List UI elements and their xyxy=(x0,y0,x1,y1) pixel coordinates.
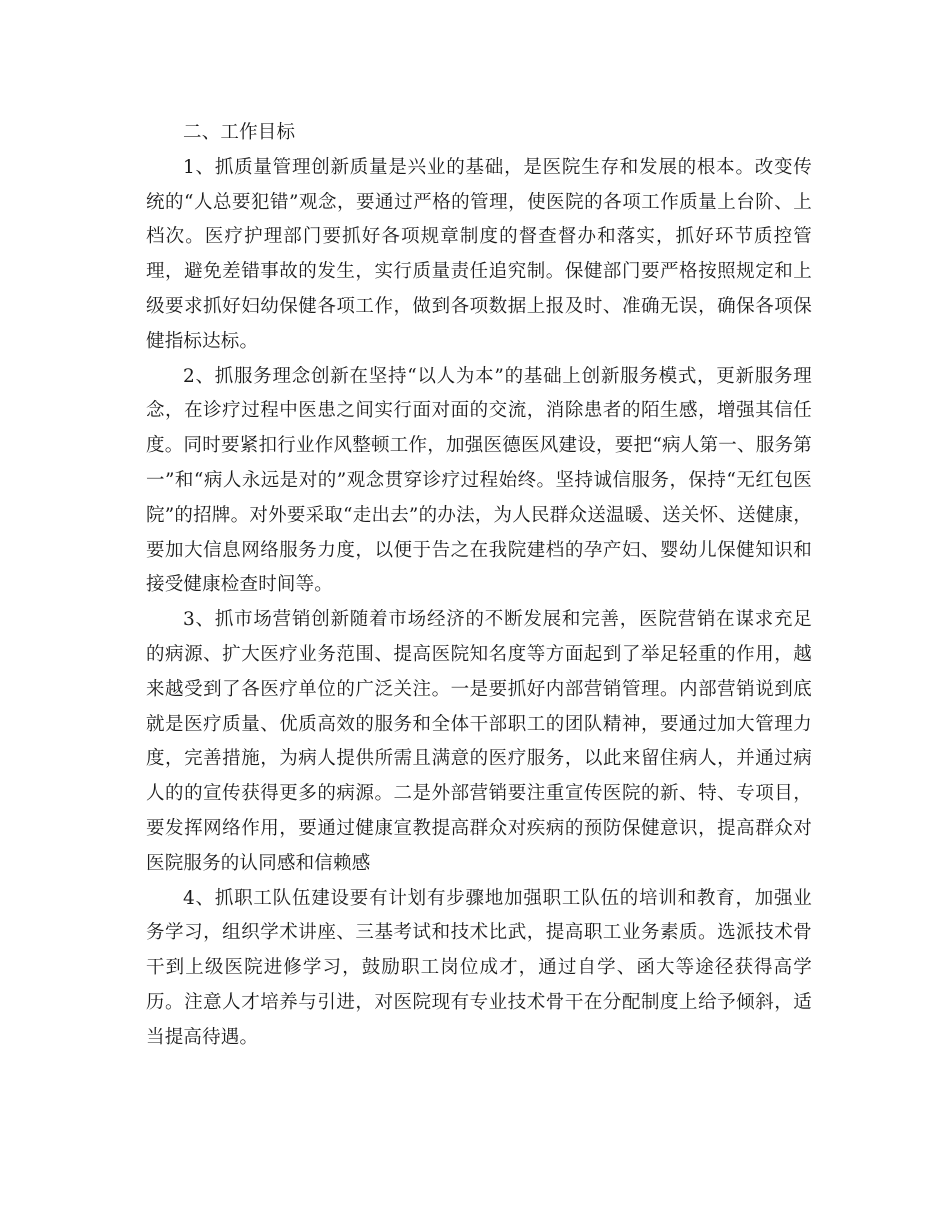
paragraph-staff-development: 4、抓职工队伍建设要有计划有步骤地加强职工队伍的培训和教育，加强业务学习，组织学术讲座、三基考试和技术比武，提高职工业务素质。选派技术骨干到上级医院进修学习，鼓励职工岗位成才，通过自学、函大等途径获得高学历。注意人才培养与引进，对医院现有专业技术骨干在分配制度上给予倾斜，适当提高待遇。 xyxy=(146,887,812,1048)
section-heading: 二、工作目标 xyxy=(183,122,296,143)
document-body xyxy=(146,116,812,1056)
paragraph-marketing: 3、抓市场营销创新随着市场经济的不断发展和完善，医院营销在谋求充足的病源、扩大医疗业务范围、提高医院知名度等方面起到了举足轻重的作用，越来越受到了各医疗单位的广泛关注。一是要抓好内部营销管理。内部营销说到底就是医疗质量、优质高效的服务和全体干部职工的团队精神，要通过加大管理力度，完善措施，为病人提供所需且满意的医疗服务，以此来留住病人，并通过病人的的宣传获得更多的病源。二是外部营销要注重宣传医院的新、特、专项目，要发挥网络作用，要通过健康宣教提高群众对疾病的预防保健意识，提高群众对医院服务的认同感和信赖感 xyxy=(146,609,812,874)
paragraph-service-concept: 2、抓服务理念创新在坚持“以人为本”的基础上创新服务模式，更新服务理念，在诊疗过程中医患之间实行面对面的交流，消除患者的陌生感，增强其信任度。同时要紧扣行业作风整顿工作，加强医德医风建设，要把“病人第一、服务第一”和“病人永远是对的”观念贯穿诊疗过程始终。坚持诚信服务，保持“无红包医院”的招牌。对外要采取“走出去”的办法，为人民群众送温暖、送关怀、送健康，要加大信息网络服务力度，以便于告之在我院建档的孕产妇、婴幼儿保健知识和接受健康检查时间等。 xyxy=(146,365,812,596)
paragraph-quality-management: 1、抓质量管理创新质量是兴业的基础，是医院生存和发展的根本。改变传统的“人总要犯错”观念，要通过严格的管理，使医院的各项工作质量上台阶、上档次。医疗护理部门要抓好各项规章制度的督查督办和落实，抓好环节质控管理，避免差错事故的发生，实行质量责任追究制。保健部门要严格按照规定和上级要求抓好妇幼保健各项工作，做到各项数据上报及时、准确无误，确保各项保健指标达标。 xyxy=(146,156,812,352)
